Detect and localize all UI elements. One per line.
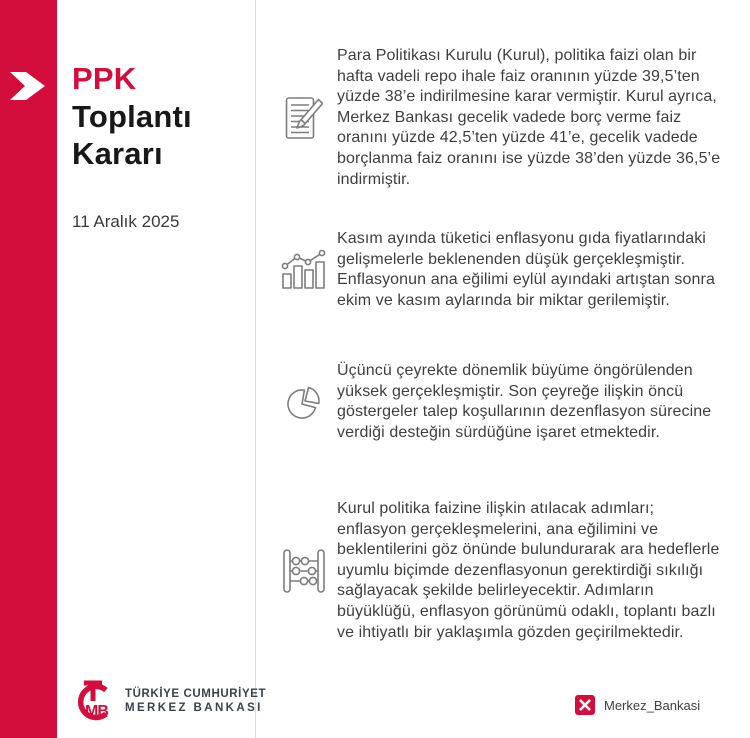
- chevron-right-icon: [10, 72, 45, 100]
- x-twitter-icon[interactable]: [575, 695, 595, 715]
- tcmb-monogram-letters: MB: [85, 703, 108, 720]
- decision-text: Para Politikası Kurulu (Kurul), politika faizi olan bir hafta vadeli repo ihale faiz oranının yüzde 39,5’ten yüzde 38’e indirilmesine karar vermiştir. Kurul ayrıca, Merkez Bankası gecelik vadede borç verme faiz oranını yüzde 42,5’ten yüzde 41’e, gecelik vadede borçlanma faiz oranını ise yüzde 38’den yüzde 36,5’e indirmiştir.: [337, 47, 721, 188]
- tcmb-logo-line1: TÜRKİYE CUMHURİYET: [125, 688, 267, 700]
- tcmb-logo-line2: MERKEZ BANKASI: [125, 702, 263, 714]
- decision-text: Kurul politika faizine ilişkin atılacak adımları; enflasyon gerçekleşmelerini, ana eğilimini ve beklentilerini göz önünde bulundurarak ara hedeflerle uyumlu biçimde dezenflasyonun gerektirdiği sıkılığı sağlayacak şekilde belirleyecektir. Adımların büyüklüğü, enflasyon görünümü odaklı, toplantı bazlı ve ihtiyatlı bir yaklaşımla gözden geçirilmektedir.: [337, 500, 720, 641]
- title-line-3: Kararı: [72, 136, 163, 171]
- decision-text: Kasım ayında tüketici enflasyonu gıda fiyatlarındaki gelişmelerle beklenenden düşük gerçekleşmiştir. Enflasyonun ana eğilimi eylül ayındaki artıştan sonra ekim ve kasım aylarında bir miktar gerilemiştir.: [337, 230, 715, 309]
- decision-item-policy-outlook: [281, 499, 725, 643]
- column-divider: [255, 0, 256, 738]
- tcmb-logo: [70, 678, 266, 724]
- title-line-2: Toplantı: [72, 98, 192, 134]
- decision-item-rates: [281, 46, 725, 190]
- social-handle-text[interactable]: Merkez_Bankasi: [604, 697, 701, 713]
- document-pen-icon: [281, 96, 327, 140]
- social-handle[interactable]: [575, 695, 700, 715]
- tcmb-monogram-icon: [70, 678, 116, 724]
- decision-text: Üçüncü çeyrekte dönemlik büyüme öngörülenden yüksek gerçekleşmiştir. Son çeyreğe ilişkin öncü göstergeler talep koşullarının dezenflasyon sürecine verdiği desteğin sürdüğüne işaret etmektedir.: [337, 362, 712, 441]
- title-accent-line: PPK: [72, 61, 137, 96]
- meeting-date: 11 Aralık 2025: [72, 212, 180, 231]
- decision-item-inflation: [281, 229, 725, 311]
- pie-chart-icon: [281, 383, 327, 421]
- abacus-icon: [281, 547, 327, 595]
- page-title: [72, 60, 192, 173]
- bar-chart-trend-icon: [281, 250, 327, 290]
- tcmb-logo-text: [125, 687, 266, 715]
- decision-item-growth: [281, 361, 725, 443]
- sidebar-accent-bar: [0, 0, 57, 738]
